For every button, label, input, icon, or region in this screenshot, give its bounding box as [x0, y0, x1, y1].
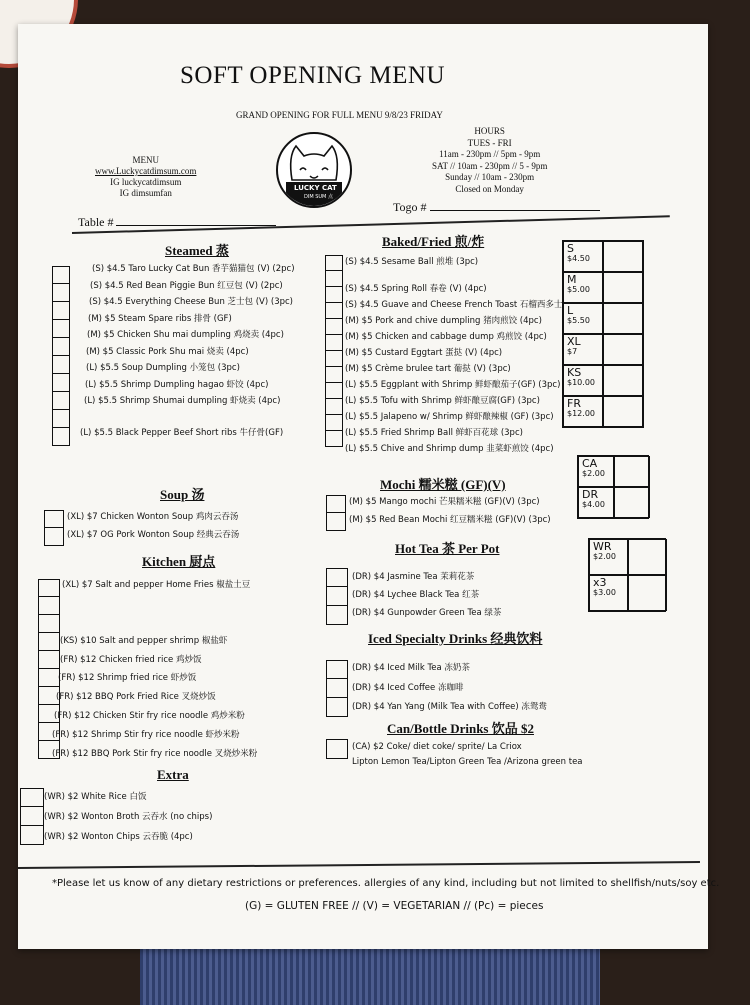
- baked-item-2: (S) $4.5 Spring Roll 春卷 (V) (4pc): [345, 284, 487, 294]
- baked-item-8: (L) $5.5 Eggplant with Shrimp 鲜虾酿茄子(GF) (3pc): [345, 380, 561, 390]
- kitchen-heading: Kitchen 厨点: [142, 554, 216, 569]
- steamed-heading: Steamed 蒸: [165, 243, 229, 258]
- instagram-1: IG luckycatdimsum: [110, 177, 182, 187]
- size-xl: XL $7: [563, 334, 603, 365]
- code-ca: CA $2.00: [578, 456, 614, 487]
- steamed-item-7: (L) $5.5 Soup Dumpling 小笼包 (3pc): [86, 363, 240, 373]
- togo-label: Togo #: [393, 200, 427, 214]
- logo-subtext: DIM SUM 点: [304, 194, 333, 200]
- hours-days: TUES - FRI: [467, 137, 512, 148]
- baked-item-12: (L) $5.5 Chive and Shrimp dump 韭菜虾煎饺 (4pc): [345, 444, 554, 454]
- can-heading: Can/Bottle Drinks 饮品 $2: [387, 721, 534, 736]
- dietary-note: *Please let us know of any dietary restrictions or preferences. allergies of any kind, including but not limited to shellfish/nuts/soy etc.: [52, 878, 720, 889]
- mochi-heading: Mochi 糯米糍 (GF)(V): [380, 477, 506, 492]
- size-price-key: [562, 240, 644, 428]
- menu-subtitle: GRAND OPENING FOR FULL MENU 9/8/23 FRIDAY: [236, 110, 443, 120]
- can-item-1: (CA) $2 Coke/ diet coke/ sprite/ La Criox: [352, 742, 522, 752]
- steamed-item-8: (L) $5.5 Shrimp Dumpling hagao 虾饺 (4pc): [85, 380, 269, 390]
- baked-heading: Baked/Fried 煎/炸: [382, 234, 485, 249]
- baked-item-6: (M) $5 Custard Eggtart 蛋挞 (V) (4pc): [345, 348, 503, 358]
- baked-item-5: (M) $5 Chicken and cabbage dump 鸡煎饺 (4pc): [345, 332, 547, 342]
- extra-item-1: (WR) $2 White Rice 白饭: [44, 792, 147, 802]
- code-wr: WR $2.00: [589, 539, 628, 575]
- iced-item-3: (DR) $4 Yan Yang (Milk Tea with Coffee) 冻鸳鸯: [352, 702, 547, 712]
- baked-checkboxes[interactable]: [325, 255, 343, 447]
- instagram-2: IG dimsumfan: [119, 188, 172, 198]
- hot-tea-item-3: (DR) $4 Gunpowder Green Tea 绿茶: [352, 608, 502, 618]
- lucky-cat-logo: [276, 132, 352, 208]
- size-m: M $5.00: [563, 272, 603, 303]
- hours-weekday: 11am - 230pm // 5pm - 9pm: [439, 149, 541, 159]
- wr-price-key: [588, 538, 666, 612]
- ca-dr-price-key: [577, 455, 649, 519]
- kitchen-item-7: (FR) $12 Shrimp Stir fry rice noodle 虾炒米粉: [52, 730, 240, 740]
- kitchen-item-5: (FR) $12 BBQ Pork Fried Rice 叉烧炒饭: [56, 692, 216, 702]
- soup-checkboxes[interactable]: [44, 510, 64, 546]
- can-checkbox[interactable]: [326, 739, 348, 759]
- steamed-checkboxes[interactable]: [52, 266, 70, 446]
- mochi-item-2: (M) $5 Red Bean Mochi 红豆糯米糍 (GF)(V) (3pc): [349, 515, 551, 525]
- hours-sunday: Sunday // 10am - 230pm: [445, 172, 535, 182]
- hours-closed: Closed on Monday: [455, 183, 524, 194]
- extra-item-2: (WR) $2 Wonton Broth 云吞水 (no chips): [44, 812, 213, 822]
- iced-item-2: (DR) $4 Iced Coffee 冻咖啡: [352, 683, 464, 693]
- steamed-item-5: (M) $5 Chicken Shu mai dumpling 鸡烧卖 (4pc): [87, 330, 284, 340]
- kitchen-item-8: (FR) $12 BBQ Pork Stir fry rice noodle 叉烧炒米粉: [52, 749, 258, 759]
- kitchen-item-2: (KS) $10 Salt and pepper shrimp 椒盐虾: [60, 636, 228, 646]
- shirt-background: [140, 945, 600, 1005]
- togo-field[interactable]: [393, 200, 600, 215]
- baked-item-10: (L) $5.5 Jalapeno w/ Shrimp 鲜虾酿辣椒 (GF) (3pc): [345, 412, 554, 422]
- hours-saturday: SAT // 10am - 230pm // 5 - 9pm: [432, 160, 548, 171]
- mochi-item-1: (M) $5 Mango mochi 芒果糯米糍 (GF)(V) (3pc): [349, 497, 540, 507]
- baked-item-4: (M) $5 Pork and chive dumpling 猪肉煎饺 (4pc): [345, 316, 542, 326]
- website-link[interactable]: www.Luckycatdimsum.com: [95, 166, 197, 176]
- soup-item-2: (XL) $7 OG Pork Wonton Soup 经典云吞汤: [67, 530, 240, 540]
- mochi-checkboxes[interactable]: [326, 495, 346, 531]
- size-l: L $5.50: [563, 303, 603, 334]
- dietary-key: (G) = GLUTEN FREE // (V) = VEGETARIAN // (Pc) = pieces: [245, 900, 544, 912]
- kitchen-item-1: (XL) $7 Salt and pepper Home Fries 椒盐土豆: [62, 580, 251, 590]
- baked-item-1: (S) $4.5 Sesame Ball 煎堆 (3pc): [345, 257, 479, 267]
- hours-title: HOURS: [474, 126, 505, 136]
- size-s: S $4.50: [563, 241, 603, 272]
- menu-title: SOFT OPENING MENU: [180, 62, 446, 89]
- menu-label: MENU: [132, 155, 159, 165]
- steamed-item-2: (S) $4.5 Red Bean Piggie Bun 红豆包 (V) (2pc): [90, 281, 283, 291]
- baked-item-9: (L) $5.5 Tofu with Shrimp 鲜虾酿豆腐(GF) (3pc): [345, 396, 540, 406]
- extra-checkboxes[interactable]: [20, 788, 44, 845]
- steamed-item-9: (L) $5.5 Shrimp Shumai dumpling 虾烧卖 (4pc): [84, 396, 281, 406]
- kitchen-item-4: (FR) $12 Shrimp fried rice 虾炒饭: [58, 673, 197, 683]
- can-item-2: Lipton Lemon Tea/Lipton Green Tea /Arizona green tea: [352, 757, 583, 767]
- extra-item-3: (WR) $2 Wonton Chips 云吞脆 (4pc): [44, 832, 193, 842]
- hours-block: [432, 126, 547, 195]
- iced-item-1: (DR) $4 Iced Milk Tea 冻奶茶: [352, 663, 470, 673]
- baked-item-7: (M) $5 Crème brulee tart 葡挞 (V) (3pc): [345, 364, 511, 374]
- size-fr: FR $12.00: [563, 396, 603, 427]
- hot-tea-item-2: (DR) $4 Lychee Black Tea 红茶: [352, 590, 480, 600]
- hot-tea-checkboxes[interactable]: [326, 568, 348, 625]
- hot-tea-heading: Hot Tea 茶 Per Pot: [395, 541, 500, 556]
- iced-checkboxes[interactable]: [326, 660, 348, 717]
- code-dr: DR $4.00: [578, 487, 614, 518]
- code-x3: x3 $3.00: [589, 575, 628, 611]
- steamed-item-6: (M) $5 Classic Pork Shu mai 烧卖 (4pc): [86, 347, 249, 357]
- table-label: Table #: [78, 215, 114, 229]
- baked-item-11: (L) $5.5 Fried Shrimp Ball 鲜虾百花球 (3pc): [345, 428, 523, 438]
- steamed-item-4: (M) $5 Steam Spare ribs 排骨 (GF): [88, 314, 232, 324]
- soup-item-1: (XL) $7 Chicken Wonton Soup 鸡肉云吞汤: [67, 512, 239, 522]
- soup-heading: Soup 汤: [160, 487, 205, 502]
- kitchen-item-3: (FR) $12 Chicken fried rice 鸡炒饭: [60, 655, 202, 665]
- hot-tea-item-1: (DR) $4 Jasmine Tea 茉莉花茶: [352, 572, 475, 582]
- size-ks: KS $10.00: [563, 365, 603, 396]
- steamed-item-3: (S) $4.5 Everything Cheese Bun 芝士包 (V) (3pc): [89, 297, 293, 307]
- logo-text: LUCKY CAT: [294, 184, 337, 192]
- steamed-item-10: (L) $5.5 Black Pepper Beef Short ribs 牛仔骨(GF): [80, 428, 284, 438]
- baked-item-3: (S) $4.5 Guave and Cheese French Toast 石榴西多士: [345, 300, 563, 310]
- menu-links: [95, 155, 196, 199]
- extra-heading: Extra: [157, 767, 189, 782]
- steamed-item-1: (S) $4.5 Taro Lucky Cat Bun 香芋猫猫包 (V) (2pc): [92, 264, 295, 274]
- kitchen-item-6: (FR) $12 Chicken Stir fry rice noodle 鸡炒米粉: [54, 711, 245, 721]
- iced-heading: Iced Specialty Drinks 经典饮料: [368, 631, 543, 646]
